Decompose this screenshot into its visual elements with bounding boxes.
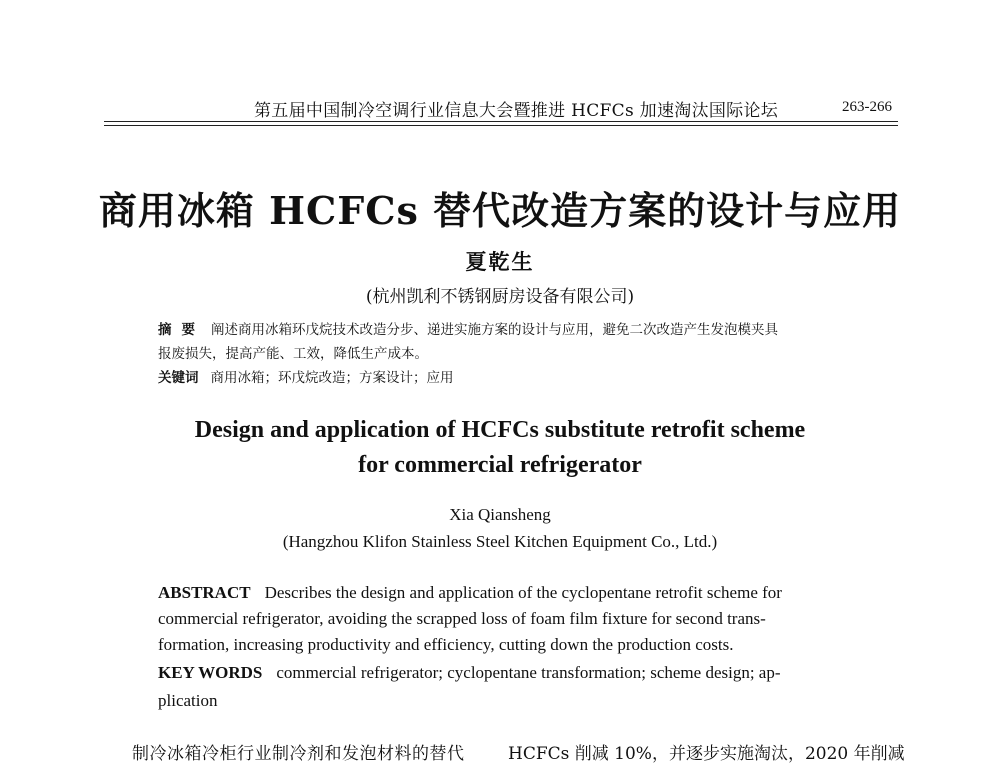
- english-author: Xia Qiansheng: [449, 505, 551, 524]
- english-abstract-line-2: commercial refrigerator, avoiding the scrapped loss of foam film fixture for second trans-: [158, 609, 766, 628]
- chinese-abstract-line-1: [158, 320, 858, 340]
- english-abstract-line-3: formation, increasing productivity and efficiency, cutting down the production costs.: [158, 635, 734, 654]
- header-rule-top: [104, 121, 898, 122]
- running-header-title: 第五届中国制冷空调行业信息大会暨推进 HCFCs 加速淘汰国际论坛: [254, 101, 779, 121]
- chinese-keywords-label: 关键词: [158, 370, 199, 386]
- english-keywords-line-2: plication: [158, 691, 218, 710]
- page-range: 263-266: [842, 99, 892, 115]
- english-title-line-1: Design and application of HCFCs substitute retrofit scheme: [194, 417, 806, 443]
- chinese-keywords-line: [158, 368, 858, 388]
- chinese-abstract-line-2: 报废损失，提高产能、工效，降低生产成本。: [158, 346, 428, 362]
- body-right-column-line: HCFCs 削减 10%，并逐步实施淘汰，2020 年削减: [508, 744, 905, 764]
- chinese-abstract-text-1: 阐述商用冰箱环戊烷技术改造分步、递进实施方案的设计与应用，避免二次改造产生发泡模夹具: [211, 322, 778, 338]
- header-rule-bottom: [104, 125, 898, 126]
- english-keywords-label: KEY WORDS: [158, 663, 263, 682]
- chinese-affiliation: (杭州凯利不锈钢厨房设备有限公司): [365, 287, 635, 307]
- body-left-column-line: 制冷冰箱冷柜行业制冷剂和发泡材料的替代: [132, 744, 465, 764]
- english-keywords-text-1: commercial refrigerator; cyclopentane transformation; scheme design; ap-: [276, 663, 781, 682]
- chinese-abstract-label: 摘要: [158, 322, 205, 338]
- english-abstract-text-1: Describes the design and application of the cyclopentane retrofit scheme for: [264, 583, 782, 602]
- english-keywords-line-1: [158, 663, 858, 683]
- english-title-line-2: for commercial refrigerator: [358, 452, 642, 478]
- english-affiliation: (Hangzhou Klifon Stainless Steel Kitchen Equipment Co., Ltd.): [282, 532, 718, 551]
- english-abstract-line-1: [158, 583, 858, 603]
- chinese-title: 商用冰箱 HCFCs 替代改造方案的设计与应用: [98, 188, 902, 233]
- chinese-author: 夏乾生: [465, 249, 535, 274]
- chinese-keywords: 商用冰箱；环戊烷改造；方案设计；应用: [210, 370, 454, 386]
- english-abstract-label: ABSTRACT: [158, 583, 251, 602]
